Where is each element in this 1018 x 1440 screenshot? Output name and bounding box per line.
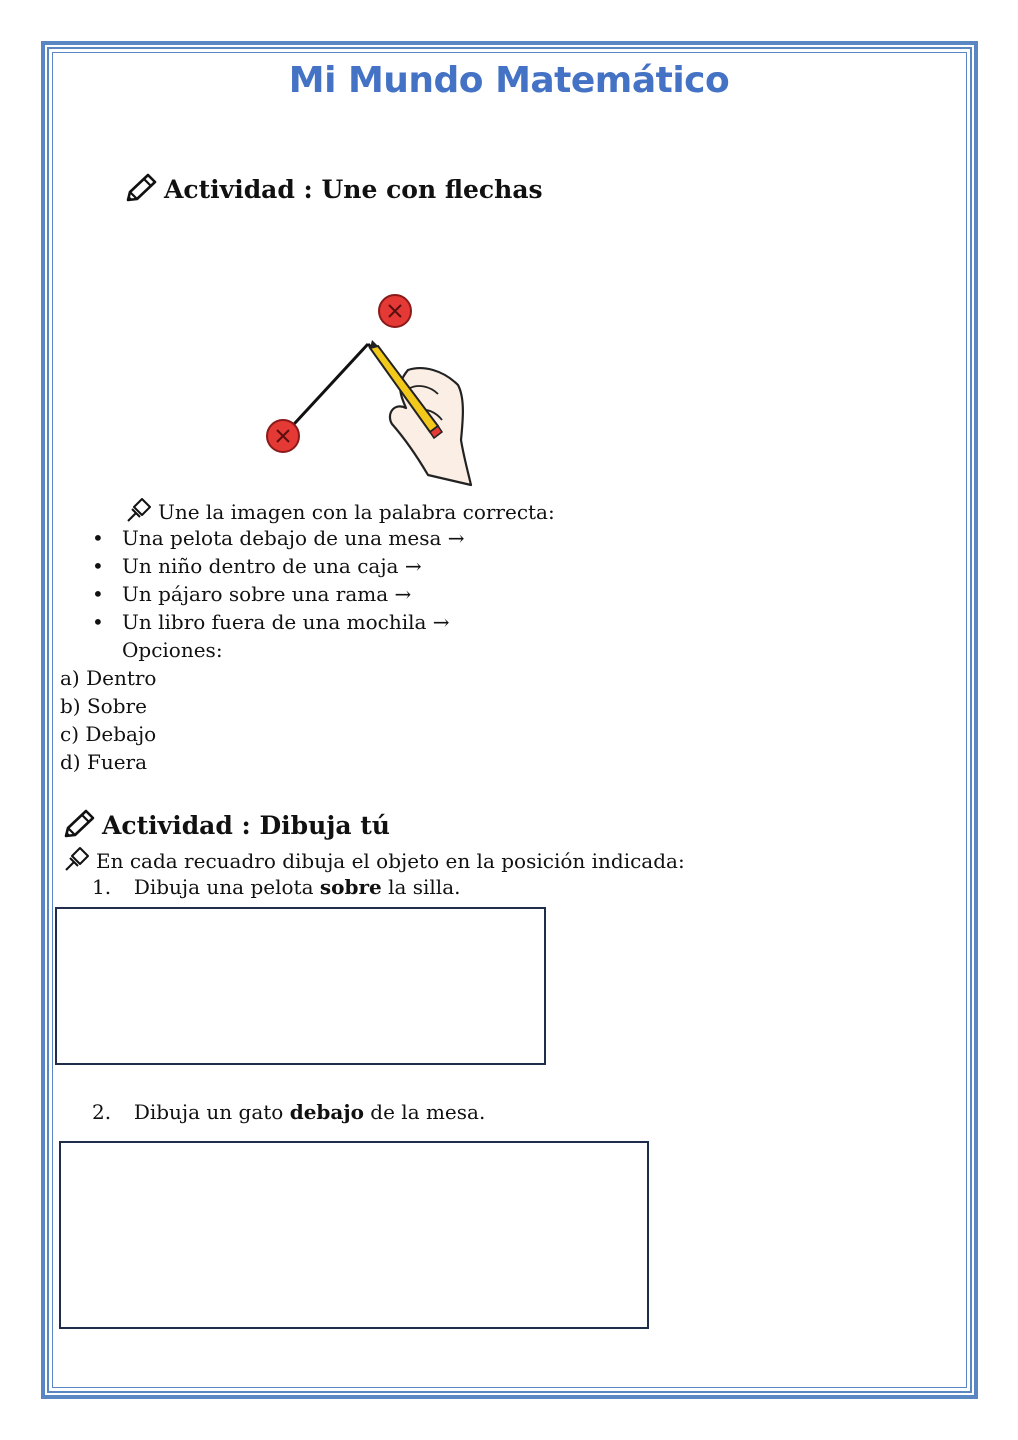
bullet-dot: • bbox=[92, 554, 104, 578]
pushpin-icon bbox=[124, 497, 154, 523]
option-item: c) Debajo bbox=[60, 722, 157, 746]
bullet-dot: • bbox=[92, 582, 104, 606]
list-item: Un niño dentro de una caja → bbox=[122, 554, 422, 578]
task1-number: 1. bbox=[92, 875, 112, 899]
list-item: Un libro fuera de una mochila → bbox=[122, 610, 450, 634]
task2-text-before: Dibuja un gato bbox=[133, 1100, 290, 1124]
activity1-heading-text: Actividad : Une con flechas bbox=[164, 174, 543, 204]
red-dot-top bbox=[379, 295, 411, 327]
pushpin-icon bbox=[62, 846, 92, 872]
red-dot-left bbox=[267, 420, 299, 452]
activity2-heading-text: Actividad : Dibuja tú bbox=[102, 810, 390, 840]
page-title: Mi Mundo Matemático bbox=[288, 60, 730, 101]
activity2-instruction bbox=[62, 846, 685, 873]
task2-text-after: de la mesa. bbox=[363, 1100, 486, 1124]
options-label: Opciones: bbox=[122, 638, 223, 662]
drawing-box-1[interactable] bbox=[55, 907, 546, 1065]
list-item: Un pájaro sobre una rama → bbox=[122, 582, 412, 606]
activity2-heading bbox=[60, 808, 390, 842]
task1-text-after: la silla. bbox=[381, 875, 461, 899]
task2-number: 2. bbox=[92, 1100, 112, 1124]
task1-text-before: Dibuja una pelota bbox=[133, 875, 320, 899]
activity1-instruction bbox=[124, 497, 555, 524]
list-item: Una pelota debajo de una mesa → bbox=[122, 526, 465, 550]
connect-arrows-illustration bbox=[258, 290, 478, 490]
task2 bbox=[92, 1100, 485, 1124]
pencil-icon bbox=[60, 808, 96, 842]
option-item: a) Dentro bbox=[60, 666, 157, 690]
activity2-instruction-text: En cada recuadro dibuja el objeto en la posición indicada: bbox=[96, 849, 685, 873]
bullet-dot: • bbox=[92, 526, 104, 550]
task2-keyword: debajo bbox=[289, 1100, 364, 1124]
activity1-instruction-text: Une la imagen con la palabra correcta: bbox=[158, 500, 555, 524]
bullet-dot: • bbox=[92, 610, 104, 634]
pencil-icon bbox=[122, 172, 158, 206]
option-item: b) Sobre bbox=[60, 694, 147, 718]
drawing-box-2[interactable] bbox=[59, 1141, 649, 1329]
option-item: d) Fuera bbox=[60, 750, 148, 774]
activity1-heading bbox=[122, 172, 543, 206]
task1 bbox=[92, 875, 461, 899]
task1-keyword: sobre bbox=[319, 875, 382, 899]
